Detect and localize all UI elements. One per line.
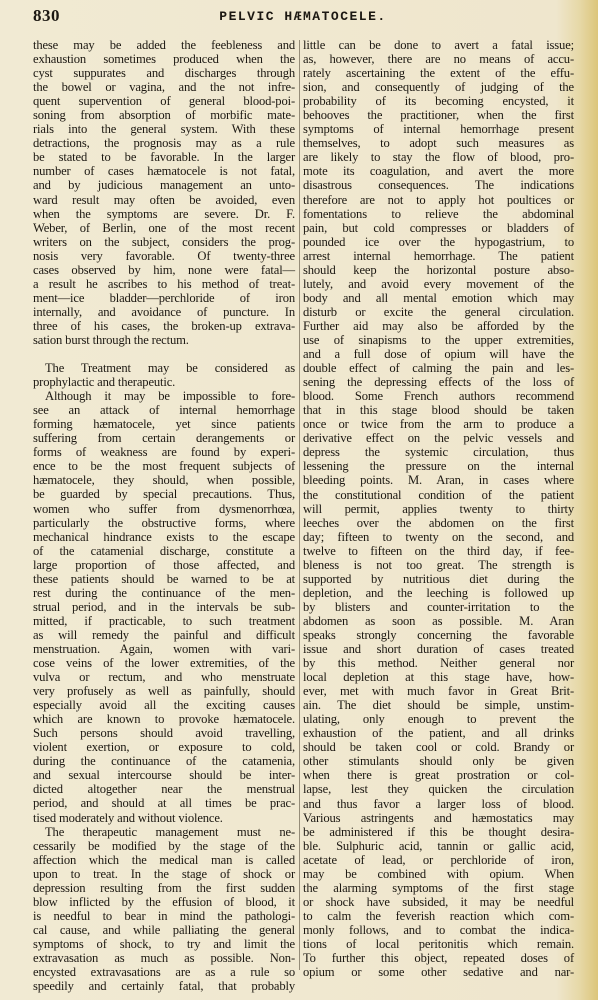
text-line: local depletion at this stage have, how- <box>303 670 574 685</box>
text-line: rately ascertaining the extent of the effu- <box>303 66 574 81</box>
text-line: pain, but cold compresses or bladders of <box>303 220 574 235</box>
text-line: three of his cases, the broken-up extrava- <box>33 318 295 333</box>
text-line: arrest internal hemorrhage. The patient <box>303 248 574 263</box>
text-line: women who suffer from dysmenorrhœa, <box>33 501 295 516</box>
text-line: prophylactic and therapeutic. <box>33 375 176 390</box>
text-line: are likely to stay the flow of blood, pro- <box>303 150 574 165</box>
text-line: other stimulants should only be given <box>303 754 574 769</box>
text-line: detractions, the prognosis may as a rule <box>33 136 295 151</box>
text-line: derivative effect on the pelvic vessels and <box>303 431 574 446</box>
text-line: tised moderately and without violence. <box>33 810 223 825</box>
text-line: sation burst through the rectum. <box>33 332 189 347</box>
text-line: is needful to bear in mind the pathologi- <box>33 908 295 923</box>
text-line: Weber, of Berlin, one of the most recent <box>33 220 295 235</box>
text-line: double effect of calming the pain and les- <box>303 361 574 376</box>
text-line: cal cause, and while palliating the general <box>33 922 295 937</box>
running-title: PELVIC HÆMATOCELE. <box>219 9 387 24</box>
text-line: vulva or rectum, and who menstruate <box>33 670 295 685</box>
text-line: tions of local peritonitis which remain. <box>303 937 574 951</box>
text-line: supported by nutritious diet during the <box>303 571 574 586</box>
text-line: disastrous consequences. The indications <box>303 178 574 193</box>
text-line: ulating, only enough to prevent the <box>303 712 574 727</box>
text-line: upon to treat. In the stage of shock or <box>33 866 295 881</box>
page-header <box>33 6 573 24</box>
text-line: mote its coagulation, and avert the more <box>303 164 574 179</box>
text-line: nosis very favorable. Of twenty-three <box>33 248 295 263</box>
right-column <box>303 38 574 979</box>
text-line: bleness is not too great. The strength is <box>303 557 574 572</box>
left-column <box>33 38 295 993</box>
text-line: acetate of lead, or perchloride of iron, <box>303 852 574 867</box>
text-line: speaks strongly concerning the favorable <box>303 627 574 642</box>
text-line: monly follows, and to combat the indica- <box>303 922 574 937</box>
text-line: lapse, lest they quicken the circulation <box>303 782 574 797</box>
text-line: a result he ascribes to his method of treat- <box>33 276 295 291</box>
text-line: by blisters and counter-irritation to the <box>303 599 574 614</box>
text-line: rest during the continuance of the men- <box>33 585 295 600</box>
text-line: depress the systemic circulation, thus <box>303 445 574 460</box>
text-line: mitted, if practicable, to such treatment <box>33 613 295 628</box>
text-line: as will remedy the painful and difficult <box>33 627 295 642</box>
text-line: especially avoid all the exciting causes <box>33 698 295 713</box>
text-line: very profusely as well as painfully, should <box>33 684 295 699</box>
text-line: ever, met with much favor in Great Brit- <box>303 684 574 699</box>
text-line: quent supervention of general blood-poi- <box>33 94 295 109</box>
text-line: soning from absorption of morbific mate- <box>33 108 295 123</box>
text-line: ence to be the most frequent subjects of <box>33 459 295 474</box>
text-line: cases observed by him, none were fatal— <box>33 262 295 277</box>
text-line: these patients should be warned to be at <box>33 571 295 586</box>
text-line: which are known to provoke hæmatocele. <box>33 712 295 727</box>
text-line: bleeding points. M. Aran, in cases where <box>303 473 574 488</box>
text-line: number of cases hæmatocele is not fatal, <box>33 164 295 179</box>
text-line: or shock have subsided, it may be needful <box>303 894 574 909</box>
text-line: symptoms of shock, to try and limit the <box>33 936 295 951</box>
text-line: rials into the general system. With these <box>33 122 295 137</box>
text-line: affection which the medical man is called <box>33 852 295 867</box>
text-line: lutely, and avoid every movement of the <box>303 276 574 291</box>
text-line: Although it may be impossible to fore- <box>45 389 295 404</box>
text-line: depletion, and the leeching is followed up <box>303 585 574 600</box>
text-line: depression resulting from the first sudden <box>33 880 295 895</box>
text-line: themselves, to adopt such measures as <box>303 136 574 151</box>
text-line: pounded ice over the hypogastrium, to <box>303 234 574 249</box>
text-line: internally, and avoidance of puncture. In <box>33 304 295 319</box>
text-line: cose veins of the lower extremities, of the <box>33 656 295 671</box>
text-line: blood. Some French authors recommend <box>303 389 574 404</box>
text-line: extravasation as much as possible. Non- <box>33 951 295 965</box>
treatment-heading-line: The Treatment may be considered as <box>45 361 295 376</box>
text-line: mechanical hindrance exists to the escape <box>33 529 295 544</box>
text-line: ble. Sulphuric acid, tannin or gallic acid, <box>303 838 574 853</box>
text-line: and a full dose of opium will have the <box>303 347 574 362</box>
text-line: these may be added the feebleness and <box>33 38 295 52</box>
text-line: that in this stage blood should be taken <box>303 403 574 418</box>
text-line: and by judicious management an unto- <box>33 178 295 193</box>
text-line: use of sinapisms to the upper extremities, <box>303 332 574 347</box>
text-line: exhaustion sometimes produced when the <box>33 52 295 67</box>
text-line: fomentations to relieve the abdominal <box>303 206 574 221</box>
text-line: should be taken cool or cold. Brandy or <box>303 740 574 755</box>
text-line: see an attack of internal hemorrhage <box>33 403 295 418</box>
text-line: cessarily be modified by the stage of the <box>33 838 295 853</box>
paragraph-gap <box>33 347 295 361</box>
text-line: hæmatocele, they should, when possible, <box>33 473 295 488</box>
text-line: To further this object, repeated doses of <box>303 951 574 966</box>
text-line: when the symptoms are severe. Dr. F. <box>33 206 295 221</box>
text-line: ain. The diet should be simple, unstim- <box>303 698 574 713</box>
text-line: ward result may often be avoided, even <box>33 192 295 207</box>
text-line: issue and short duration of cases treated <box>303 642 574 657</box>
text-line: sening the depressing effects of the loss of <box>303 375 574 390</box>
text-line: particularly the obstructive forms, where <box>33 515 295 530</box>
text-line: during the continuance of the catamenia, <box>33 754 295 769</box>
text-line: the constitutional condition of the patient <box>303 487 574 502</box>
text-line: when there is great prostration or col- <box>303 768 574 783</box>
text-line: behooves the practitioner, when the first <box>303 108 574 123</box>
page-number: 830 <box>33 6 60 25</box>
text-line: the alarming symptoms of the first stage <box>303 880 574 895</box>
text-line: and thus favor a larger loss of blood. <box>303 796 574 811</box>
text-line: ment—ice bladder—perchloride of iron <box>33 290 295 305</box>
text-line: suffering from certain derangements or <box>33 431 295 446</box>
text-line: forms of weakness are found by experi- <box>33 445 295 460</box>
text-line: The therapeutic management must ne- <box>45 824 295 839</box>
text-line: will permit, applies twenty to thirty <box>303 501 574 516</box>
text-line: therefore are not to apply hot poultices or <box>303 192 574 207</box>
text-line: sion, and consequently of judging of the <box>303 80 574 95</box>
text-line: blow inflicted by the effusion of blood, it <box>33 894 295 909</box>
text-line: period, and should at all times be prac- <box>33 796 295 811</box>
text-line: probability of its becoming encysted, it <box>303 94 574 109</box>
text-line: Further aid may also be afforded by the <box>303 318 574 333</box>
text-line: menstruation. Again, women with vari- <box>33 641 295 656</box>
text-line: speedily and certainly fatal, that probably <box>33 979 295 994</box>
text-line: abdomen as soon as possible. M. Aran <box>303 613 574 628</box>
text-line: symptoms of internal hemorrhage present <box>303 122 574 137</box>
text-line: Various astringents and hæmostatics may <box>303 810 574 825</box>
text-line: should keep the horizontal posture abso- <box>303 262 574 277</box>
text-line: be stated to be favorable. In the larger <box>33 150 295 165</box>
text-line: disturb or excite the general circulation. <box>303 304 574 319</box>
text-line: day; fifteen to twenty on the second, and <box>303 529 574 544</box>
text-line: large proportion of those affected, and <box>33 557 295 572</box>
text-line: be guarded by special precautions. Thus, <box>33 487 295 502</box>
text-line: writers on the subject, considers the prog- <box>33 234 295 249</box>
text-line: violent exertion, or exposure to cold, <box>33 740 295 755</box>
text-line: strual period, and in the intervals be sub- <box>33 599 295 614</box>
text-line: opium or some other sedative and nar- <box>303 965 574 980</box>
text-line: as, however, there are no means of accu- <box>303 52 574 67</box>
text-line: body and all mental emotion which may <box>303 290 574 305</box>
text-line: leeches over the abdomen on the first <box>303 515 574 530</box>
text-line: little can be done to avert a fatal issue; <box>303 38 574 52</box>
text-line: by this method. Neither general nor <box>303 656 574 671</box>
text-line: cyst suppurates and discharges through <box>33 66 295 81</box>
text-line: Such persons should avoid travelling, <box>33 726 295 741</box>
text-line: and sexual intercourse should be inter- <box>33 768 295 783</box>
text-line: be administered if this be thought desira- <box>303 824 574 839</box>
text-line: lessening the pressure on the internal <box>303 459 574 474</box>
text-line: twelve to fifteen on the third day, if fee- <box>303 543 574 558</box>
text-line: the bowel or vagina, and the not infre- <box>33 80 295 95</box>
text-line: of the catamenial discharge, constitute a <box>33 543 295 558</box>
text-line: encysted extravasations are as a rule so <box>33 965 295 980</box>
text-line: forming hæmatocele, yet since patients <box>33 417 295 432</box>
text-line: may be combined with opium. When <box>303 866 574 881</box>
text-line: once or twice from the arm to produce a <box>303 417 574 432</box>
column-divider <box>299 40 300 970</box>
text-line: exhaustion of the patient, and all drinks <box>303 726 574 741</box>
text-line: dicted altogether near the menstrual <box>33 782 295 797</box>
text-line: to calm the feverish reaction which com- <box>303 908 574 923</box>
